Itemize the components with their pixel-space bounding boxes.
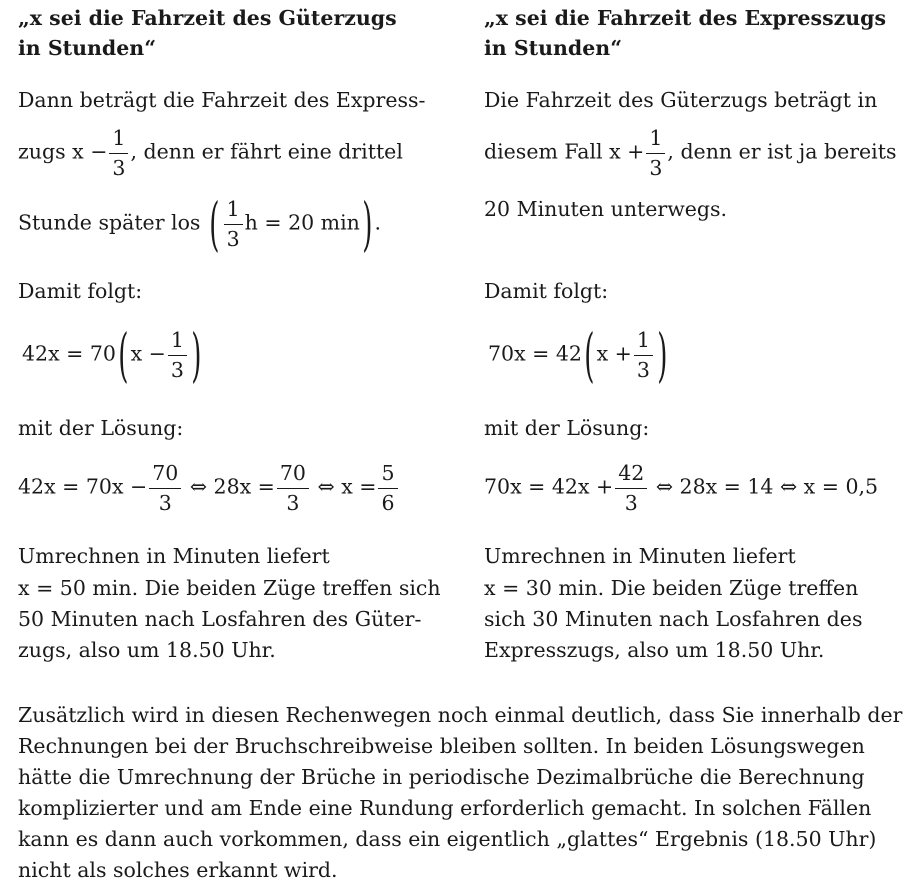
left-eq1-paren-close: ) xyxy=(191,321,202,389)
left-result-line1: Umrechnen in Minuten liefert xyxy=(18,544,330,568)
left-title-line2: in Stunden“ xyxy=(18,36,156,60)
fraction-denominator: 3 xyxy=(649,155,663,180)
right-damit-folgt: Damit folgt: xyxy=(484,279,609,303)
fraction-denominator: 6 xyxy=(381,490,395,515)
right-eq1-paren-open: ( xyxy=(584,321,595,389)
left-damit-folgt: Damit folgt: xyxy=(18,279,143,303)
fraction-numerator: 5 xyxy=(378,463,397,489)
left-eq1-paren-open: ( xyxy=(118,321,129,389)
summary-line: komplizierter und am Ende eine Rundung erforderlich gemacht. In solchen Fällen xyxy=(18,796,872,820)
left-p1-line1: Dann beträgt die Fahrzeit des Express- xyxy=(18,88,426,112)
right-eq1-paren-close: ) xyxy=(657,321,668,389)
fraction-numerator: 1 xyxy=(646,128,665,154)
left-result-line4: zugs, also um 18.50 Uhr. xyxy=(18,638,276,662)
left-equation-1 xyxy=(22,321,204,389)
left-eq1-fraction xyxy=(168,330,187,380)
summary-line: Zusätzlich wird in diesen Rechenwegen noch einmal deutlich, dass Sie innerhalb der xyxy=(18,703,903,727)
fraction-numerator: 70 xyxy=(149,463,181,489)
right-title-line2: in Stunden“ xyxy=(484,36,622,60)
left-p1-line3-end: . xyxy=(374,210,382,235)
left-mit-loesung: mit der Lösung: xyxy=(18,416,184,440)
left-p1-line2-pre: zugs x − xyxy=(18,139,108,164)
right-p1-line1: Die Fahrzeit des Güterzugs beträgt in xyxy=(484,88,878,112)
summary-line: Rechnungen bei der Bruchschreibweise bleiben sollten. In beiden Lösungswegen xyxy=(18,734,865,758)
left-eq1-lhs: 42x = 70 xyxy=(22,341,116,366)
fraction-denominator: 3 xyxy=(636,357,650,382)
left-p1-line3-fraction xyxy=(224,199,243,249)
left-paren-close: ) xyxy=(362,190,373,258)
fraction-denominator: 3 xyxy=(226,226,240,251)
right-equation-2 xyxy=(484,463,878,513)
right-title-line1: „x sei die Fahrzeit des Expresszugs xyxy=(484,6,887,30)
left-title-line1: „x sei die Fahrzeit des Güterzugs xyxy=(18,6,397,30)
summary-paragraph xyxy=(18,700,903,886)
left-eq2-fraction-2 xyxy=(277,463,309,513)
right-eq2-b: ⇔ 28x = 14 ⇔ x = 0,5 xyxy=(655,474,879,499)
right-equation-1 xyxy=(488,321,670,389)
right-result-line2: x = 30 min. Die beiden Züge treffen xyxy=(484,576,859,600)
right-p1-line2 xyxy=(484,128,897,178)
left-p1-fraction xyxy=(109,128,128,178)
left-result-line2: x = 50 min. Die beiden Züge treffen sich xyxy=(18,576,441,600)
right-p1-line2-pre: diesem Fall x + xyxy=(484,139,645,164)
fraction-denominator: 3 xyxy=(112,155,126,180)
left-equation-2 xyxy=(18,463,400,513)
fraction-numerator: 1 xyxy=(224,199,243,225)
right-result-line3: sich 30 Minuten nach Losfahren des xyxy=(484,607,863,631)
left-p1-line3-eq: h = 20 min xyxy=(244,210,360,235)
right-p1-fraction xyxy=(646,128,665,178)
summary-line: nicht als solches erkannt wird. xyxy=(18,858,338,882)
right-p1-line3: 20 Minuten unterwegs. xyxy=(484,197,728,221)
right-p1-line2-post: , denn er ist ja bereits xyxy=(667,139,897,164)
fraction-numerator: 42 xyxy=(615,463,647,489)
summary-line: hätte die Umrechnung der Brüche in periodische Dezimalbrüche die Berechnung xyxy=(18,765,865,789)
left-result-line3: 50 Minuten nach Losfahren des Güter- xyxy=(18,607,422,631)
left-eq1-inner: x − xyxy=(130,341,166,366)
right-eq1-inner: x + xyxy=(596,341,632,366)
fraction-numerator: 1 xyxy=(168,330,187,356)
right-eq1-fraction xyxy=(634,330,653,380)
fraction-numerator: 1 xyxy=(634,330,653,356)
left-p1-line3 xyxy=(18,190,382,258)
fraction-denominator: 3 xyxy=(170,357,184,382)
left-eq2-b: ⇔ 28x = xyxy=(189,474,275,499)
left-eq2-c: ⇔ x = xyxy=(317,474,377,499)
fraction-denominator: 3 xyxy=(624,490,638,515)
fraction-denominator: 3 xyxy=(158,490,172,515)
right-eq2-fraction-1 xyxy=(615,463,647,513)
fraction-denominator: 3 xyxy=(286,490,300,515)
right-eq1-lhs: 70x = 42 xyxy=(488,341,582,366)
fraction-numerator: 1 xyxy=(109,128,128,154)
left-p1-line2 xyxy=(18,128,403,178)
right-result-line4: Expresszugs, also um 18.50 Uhr. xyxy=(484,638,825,662)
summary-line: kann es dann auch vorkommen, dass ein eigentlich „glattes“ Ergebnis (18.50 Uhr) xyxy=(18,827,877,851)
left-p1-line3-pre: Stunde später los xyxy=(18,210,201,235)
left-p1-line2-post: , denn er fährt eine drittel xyxy=(130,139,403,164)
left-eq2-fraction-1 xyxy=(149,463,181,513)
left-paren-open: ( xyxy=(209,190,220,258)
right-eq2-a: 70x = 42x + xyxy=(484,474,614,499)
right-mit-loesung: mit der Lösung: xyxy=(484,416,650,440)
fraction-numerator: 70 xyxy=(277,463,309,489)
left-eq2-fraction-3 xyxy=(378,463,397,513)
left-eq2-a: 42x = 70x − xyxy=(18,474,148,499)
right-result-line1: Umrechnen in Minuten liefert xyxy=(484,544,796,568)
